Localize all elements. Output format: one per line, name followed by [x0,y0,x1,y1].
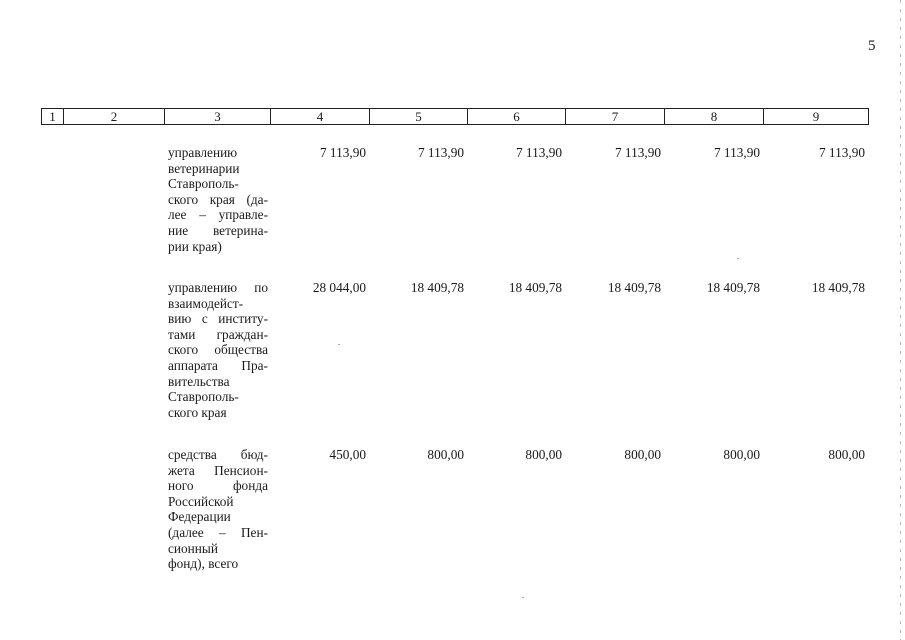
value-col-4: 28 044,00 [312,280,366,295]
description-line: жета Пенсион- [168,462,268,478]
description-line: взаимодейст- [168,295,244,311]
description-line: ветеринарии [168,160,240,176]
scan-speck [338,344,340,345]
description-line: Ставрополь- [168,176,239,192]
description-line: ского края [168,404,227,420]
value-col-9: 800,00 [828,447,865,462]
value-col-6: 7 113,90 [515,145,562,160]
value-col-6: 800,00 [525,447,562,462]
header-cell-4: 4 [271,109,370,124]
description-line: средства бюд- [168,447,268,462]
header-cell-5: 5 [370,109,468,124]
header-cell-8: 8 [665,109,764,124]
row-description [168,447,268,572]
row-description [168,145,268,254]
description-line: вительства [168,373,230,389]
header-cell-9: 9 [812,109,820,124]
description-line: аппарата Пра- [168,357,268,373]
description-line: ного фонда [168,478,268,494]
description-line: ского общества [168,342,268,358]
value-col-7: 18 409,78 [607,280,661,295]
value-col-8: 18 409,78 [706,280,760,295]
value-col-5: 7 113,90 [417,145,464,160]
value-col-9: 7 113,90 [818,145,865,160]
scan-speck [522,597,524,598]
value-col-4: 7 113,90 [319,145,366,160]
value-col-8: 7 113,90 [713,145,760,160]
description-line: управлению по [168,280,268,295]
row-description [168,280,268,420]
description-line: рии края) [168,238,222,254]
description-line: ние ветеринa- [168,222,268,238]
header-cell-2: 2 [64,109,165,124]
value-col-6: 18 409,78 [508,280,562,295]
table-header-row [41,108,869,125]
description-line: тами граждан- [168,326,268,342]
header-cell-6: 6 [468,109,566,124]
description-line: вию с институ- [168,311,268,327]
description-line: (далее – Пен- [168,524,268,540]
description-line: сионный [168,540,218,556]
value-col-5: 800,00 [427,447,464,462]
description-line: лее – управле- [168,207,268,223]
value-col-7: 800,00 [624,447,661,462]
page-number: 5 [868,38,876,54]
value-col-9: 18 409,78 [811,280,865,295]
header-cell-1: 1 [42,109,64,124]
description-line: Ставрополь- [168,389,239,405]
value-col-4: 450,00 [329,447,366,462]
description-line: ского края (да- [168,191,268,207]
description-line: фонд), всего [168,556,239,572]
description-line: Федерации [168,509,231,525]
scan-edge-artifact [900,0,901,640]
scan-speck [737,258,739,259]
value-col-5: 18 409,78 [410,280,464,295]
description-line: Российской [168,493,234,509]
value-col-7: 7 113,90 [614,145,661,160]
description-line: управлению [168,145,238,160]
header-cell-3: 3 [165,109,271,124]
header-cell-7: 7 [566,109,665,124]
value-col-8: 800,00 [723,447,760,462]
